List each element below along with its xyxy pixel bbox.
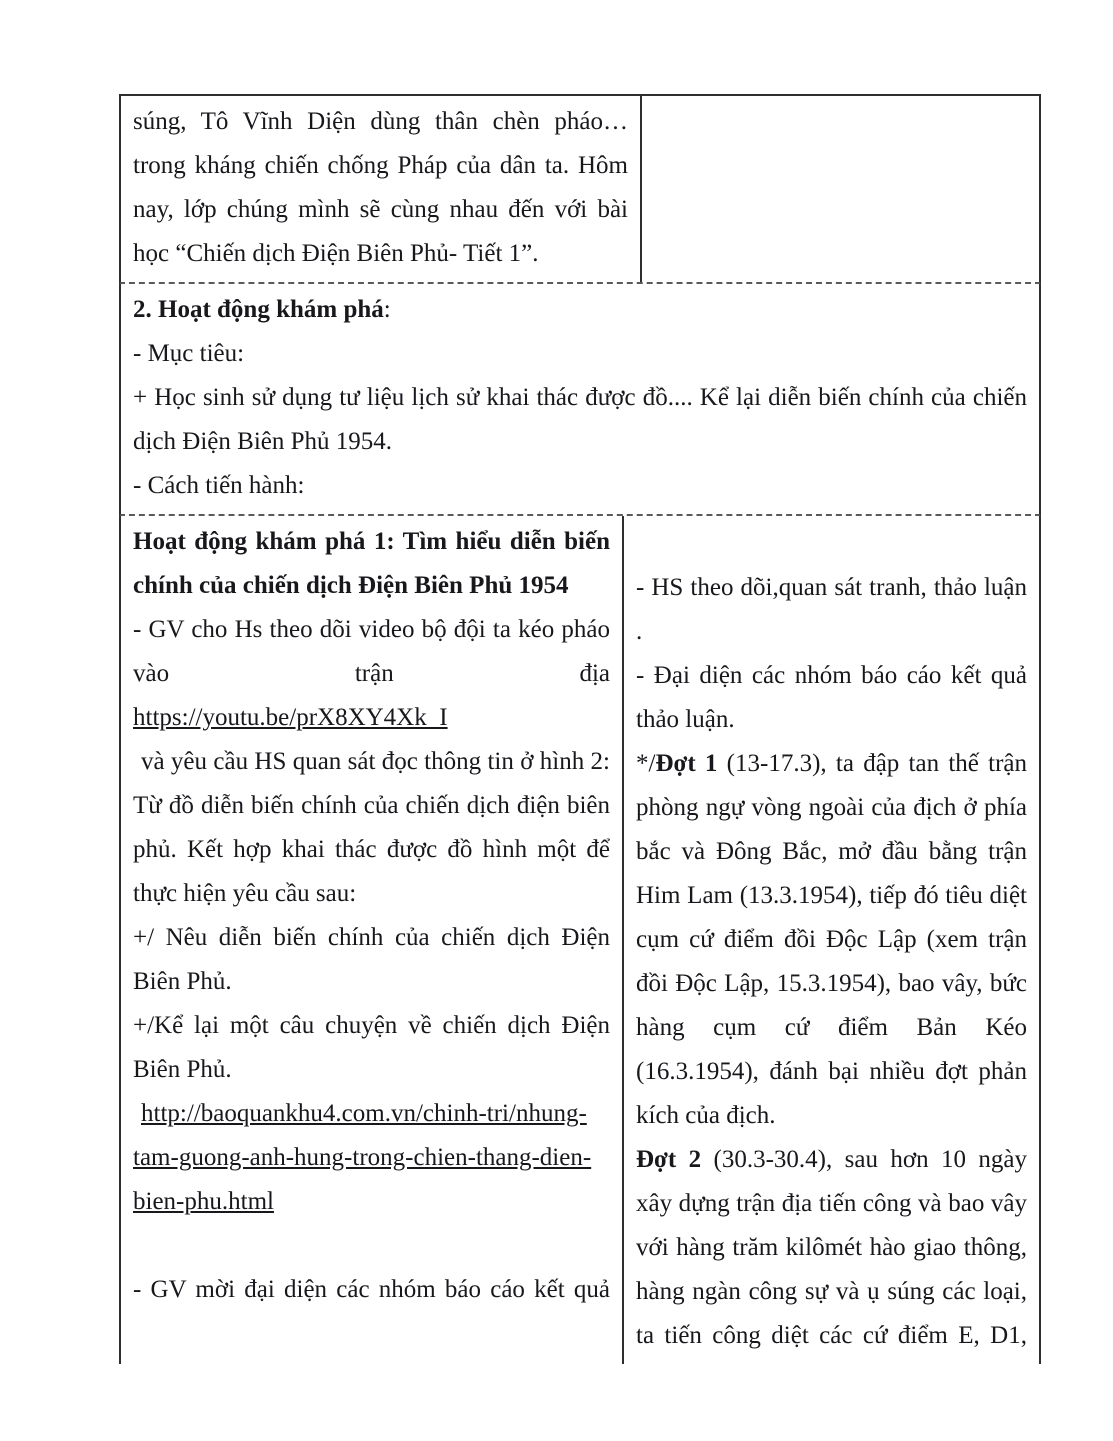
article-link-line	[133, 1092, 610, 1224]
phase2-text: (30.3-30.4), sau hơn 10 ngày xây dựng trận địa tiến công và bao vây với hàng trăm kilômét hào giao thông, hàng ngàn công sự và ụ súng các loại, ta tiến công diệt các cứ điểm E, D1,	[636, 1146, 1027, 1349]
section-heading-colon: :	[383, 296, 391, 323]
activity-row	[119, 516, 1041, 1364]
lesson-plan-table	[119, 94, 1041, 1364]
gv-video-line: - GV cho Hs theo dõi video bộ đội ta kéo pháo vào trận địa	[133, 616, 610, 687]
intro-paragraph: súng, Tô Vĩnh Diện dùng thân chèn pháo… trong kháng chiến chống Pháp của dân ta. Hôm nay, lớp chúng mình sẽ cùng nhau đến với bài học “Chiến dịch Điện Biên Phủ- Tiết 1”.	[133, 108, 628, 267]
section-heading-bold: 2. Hoạt động khám phá	[133, 296, 384, 323]
phase1-label: Đợt 1	[655, 750, 718, 777]
intro-right-cell	[642, 96, 1039, 282]
teacher-column	[121, 516, 624, 1364]
phase1-text: (13-17.3), ta đập tan thế trận phòng ngự vòng ngoài của địch ở phía bắc và Đông Bắc, mở đầu bằng trận Him Lam (13.3.1954), tiếp đó tiêu diệt cụm cứ điểm đồi Độc Lập (xem trận đồi Độc Lập, 15.3.1954), bao vây, bức hàng cụm cứ điểm Bản Kéo (16.3.1954), đánh bại nhiều đợt phản kích của địch.	[636, 750, 1027, 1129]
student-column	[624, 516, 1039, 1364]
intro-left-cell	[121, 96, 642, 282]
article-link[interactable]: http://baoquankhu4.com.vn/chinh-tri/nhung-tam-guong-anh-hung-trong-chien-thang-dien-bien-phu.html	[133, 1100, 592, 1215]
task2-line: +/Kể lại một câu chuyện về chiến dịch Điện Biên Phủ.	[133, 1012, 610, 1083]
task1-line: +/ Nêu diễn biến chính của chiến dịch Điện Biên Phủ.	[133, 924, 610, 995]
discovery-section-row	[119, 284, 1041, 516]
cach-tien-hanh-line: - Cách tiến hành:	[133, 472, 305, 499]
hs-line1: - HS theo dõi,quan sát tranh, thảo luận .	[636, 574, 1027, 645]
discovery-section-cell	[121, 284, 1039, 514]
instruction-paragraph: và yêu cầu HS quan sát đọc thông tin ở hình 2: Từ đồ diễn biến chính của chiến dịch điện biên phủ. Kết hợp khai thác được đồ hình một để thực hiện yêu cầu sau:	[133, 748, 610, 907]
youtube-link-line	[133, 696, 610, 740]
hs-line2: - Đại diện các nhóm báo cáo kết quả thảo luận.	[636, 662, 1027, 733]
phase1-prefix: */	[636, 750, 656, 777]
intro-row	[119, 96, 1041, 284]
phase2-paragraph	[636, 1138, 1027, 1358]
phase1-paragraph	[636, 742, 1027, 1138]
objective-line: + Học sinh sử dụng tư liệu lịch sử khai thác được đồ.... Kể lại diễn biến chính của chiến dịch Điện Biên Phủ 1954.	[133, 384, 1027, 455]
youtube-link[interactable]: https://youtu.be/prX8XY4Xk_I	[133, 704, 448, 731]
gv-moi-line: - GV mời đại diện các nhóm báo cáo kết quả	[133, 1276, 610, 1303]
activity-heading: Hoạt động khám phá 1: Tìm hiểu diễn biến chính của chiến dịch Điện Biên Phủ 1954	[133, 528, 610, 599]
section-heading	[133, 288, 1027, 332]
phase2-label: Đợt 2	[636, 1146, 702, 1173]
muc-tieu-line: - Mục tiêu:	[133, 340, 245, 367]
